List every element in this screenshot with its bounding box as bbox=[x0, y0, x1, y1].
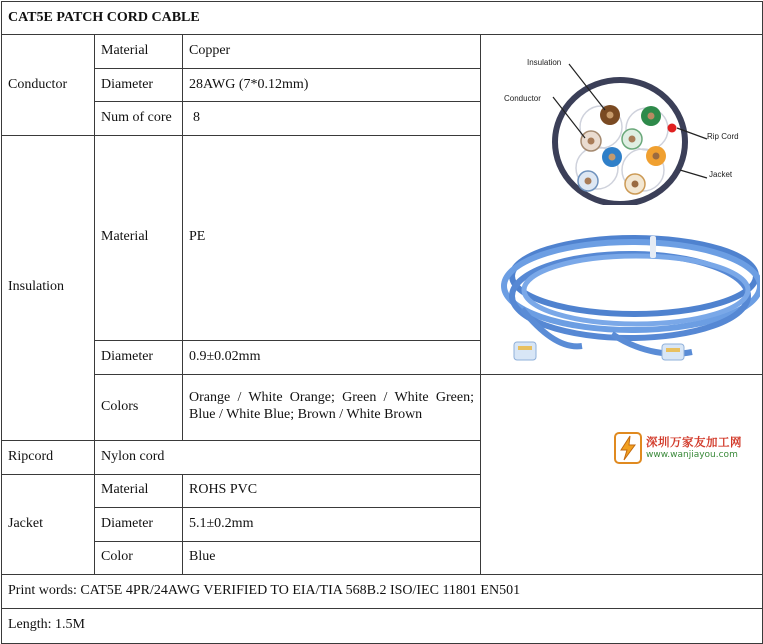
spec-table bbox=[1, 1, 763, 644]
conductor-diameter-label: Diameter bbox=[95, 69, 183, 102]
insulation-colors-value: Orange / White Orange; Green / White Green; Blue / White Blue; Brown / White Brown bbox=[183, 374, 481, 440]
table-title: CAT5E PATCH CORD CABLE bbox=[2, 2, 763, 35]
conductor-material-value: Copper bbox=[183, 35, 481, 69]
cable-photo-cell bbox=[481, 374, 763, 574]
rip-cord-dot bbox=[668, 124, 677, 133]
cable-cross-section-diagram bbox=[487, 35, 759, 205]
insulation-material-label: Material bbox=[95, 136, 183, 341]
conductor-diameter-value: 28AWG (7*0.12mm) bbox=[183, 69, 481, 102]
jacket-color-label: Color bbox=[95, 541, 183, 574]
diagram-label-jacket: Jacket bbox=[709, 170, 733, 179]
blue-patch-cable-photo bbox=[492, 214, 760, 368]
jacket-color-value: Blue bbox=[183, 541, 481, 574]
insulation-material-value: PE bbox=[183, 136, 481, 341]
jacket-diameter-label: Diameter bbox=[95, 507, 183, 541]
diagram-label-rip-cord: Rip Cord bbox=[707, 132, 739, 141]
length: Length: 1.5M bbox=[2, 608, 763, 643]
diagram-label-insulation: Insulation bbox=[527, 58, 562, 67]
jacket-label: Jacket bbox=[2, 474, 95, 574]
insulation-diameter-label: Diameter bbox=[95, 340, 183, 374]
print-words: Print words: CAT5E 4PR/24AWG VERIFIED TO EIA/TIA 568B.2 ISO/IEC 11801 EN501 bbox=[2, 574, 763, 608]
ripcord-label: Ripcord bbox=[2, 440, 95, 474]
jacket-material-label: Material bbox=[95, 474, 183, 507]
ripcord-value: Nylon cord bbox=[95, 440, 481, 474]
conductor-label: Conductor bbox=[2, 35, 95, 136]
watermark-cn-text: 深圳万家友加工网 bbox=[646, 435, 742, 449]
cable-cross-section-cell bbox=[481, 35, 763, 375]
jacket-diameter-value: 5.1±0.2mm bbox=[183, 507, 481, 541]
conductor-cores-label: Num of core bbox=[95, 102, 183, 136]
lightning-logo-icon bbox=[614, 432, 642, 464]
insulation-colors-label: Colors bbox=[95, 374, 183, 440]
watermark-url-text: www.wanjiayou.com bbox=[646, 450, 738, 460]
insulation-diameter-value: 0.9±0.02mm bbox=[183, 340, 481, 374]
watermark bbox=[610, 430, 760, 466]
conductor-cores-value: 8 bbox=[183, 102, 481, 136]
conductor-material-label: Material bbox=[95, 35, 183, 69]
diagram-label-conductor: Conductor bbox=[504, 94, 541, 103]
jacket-material-value: ROHS PVC bbox=[183, 474, 481, 507]
insulation-label: Insulation bbox=[2, 136, 95, 441]
